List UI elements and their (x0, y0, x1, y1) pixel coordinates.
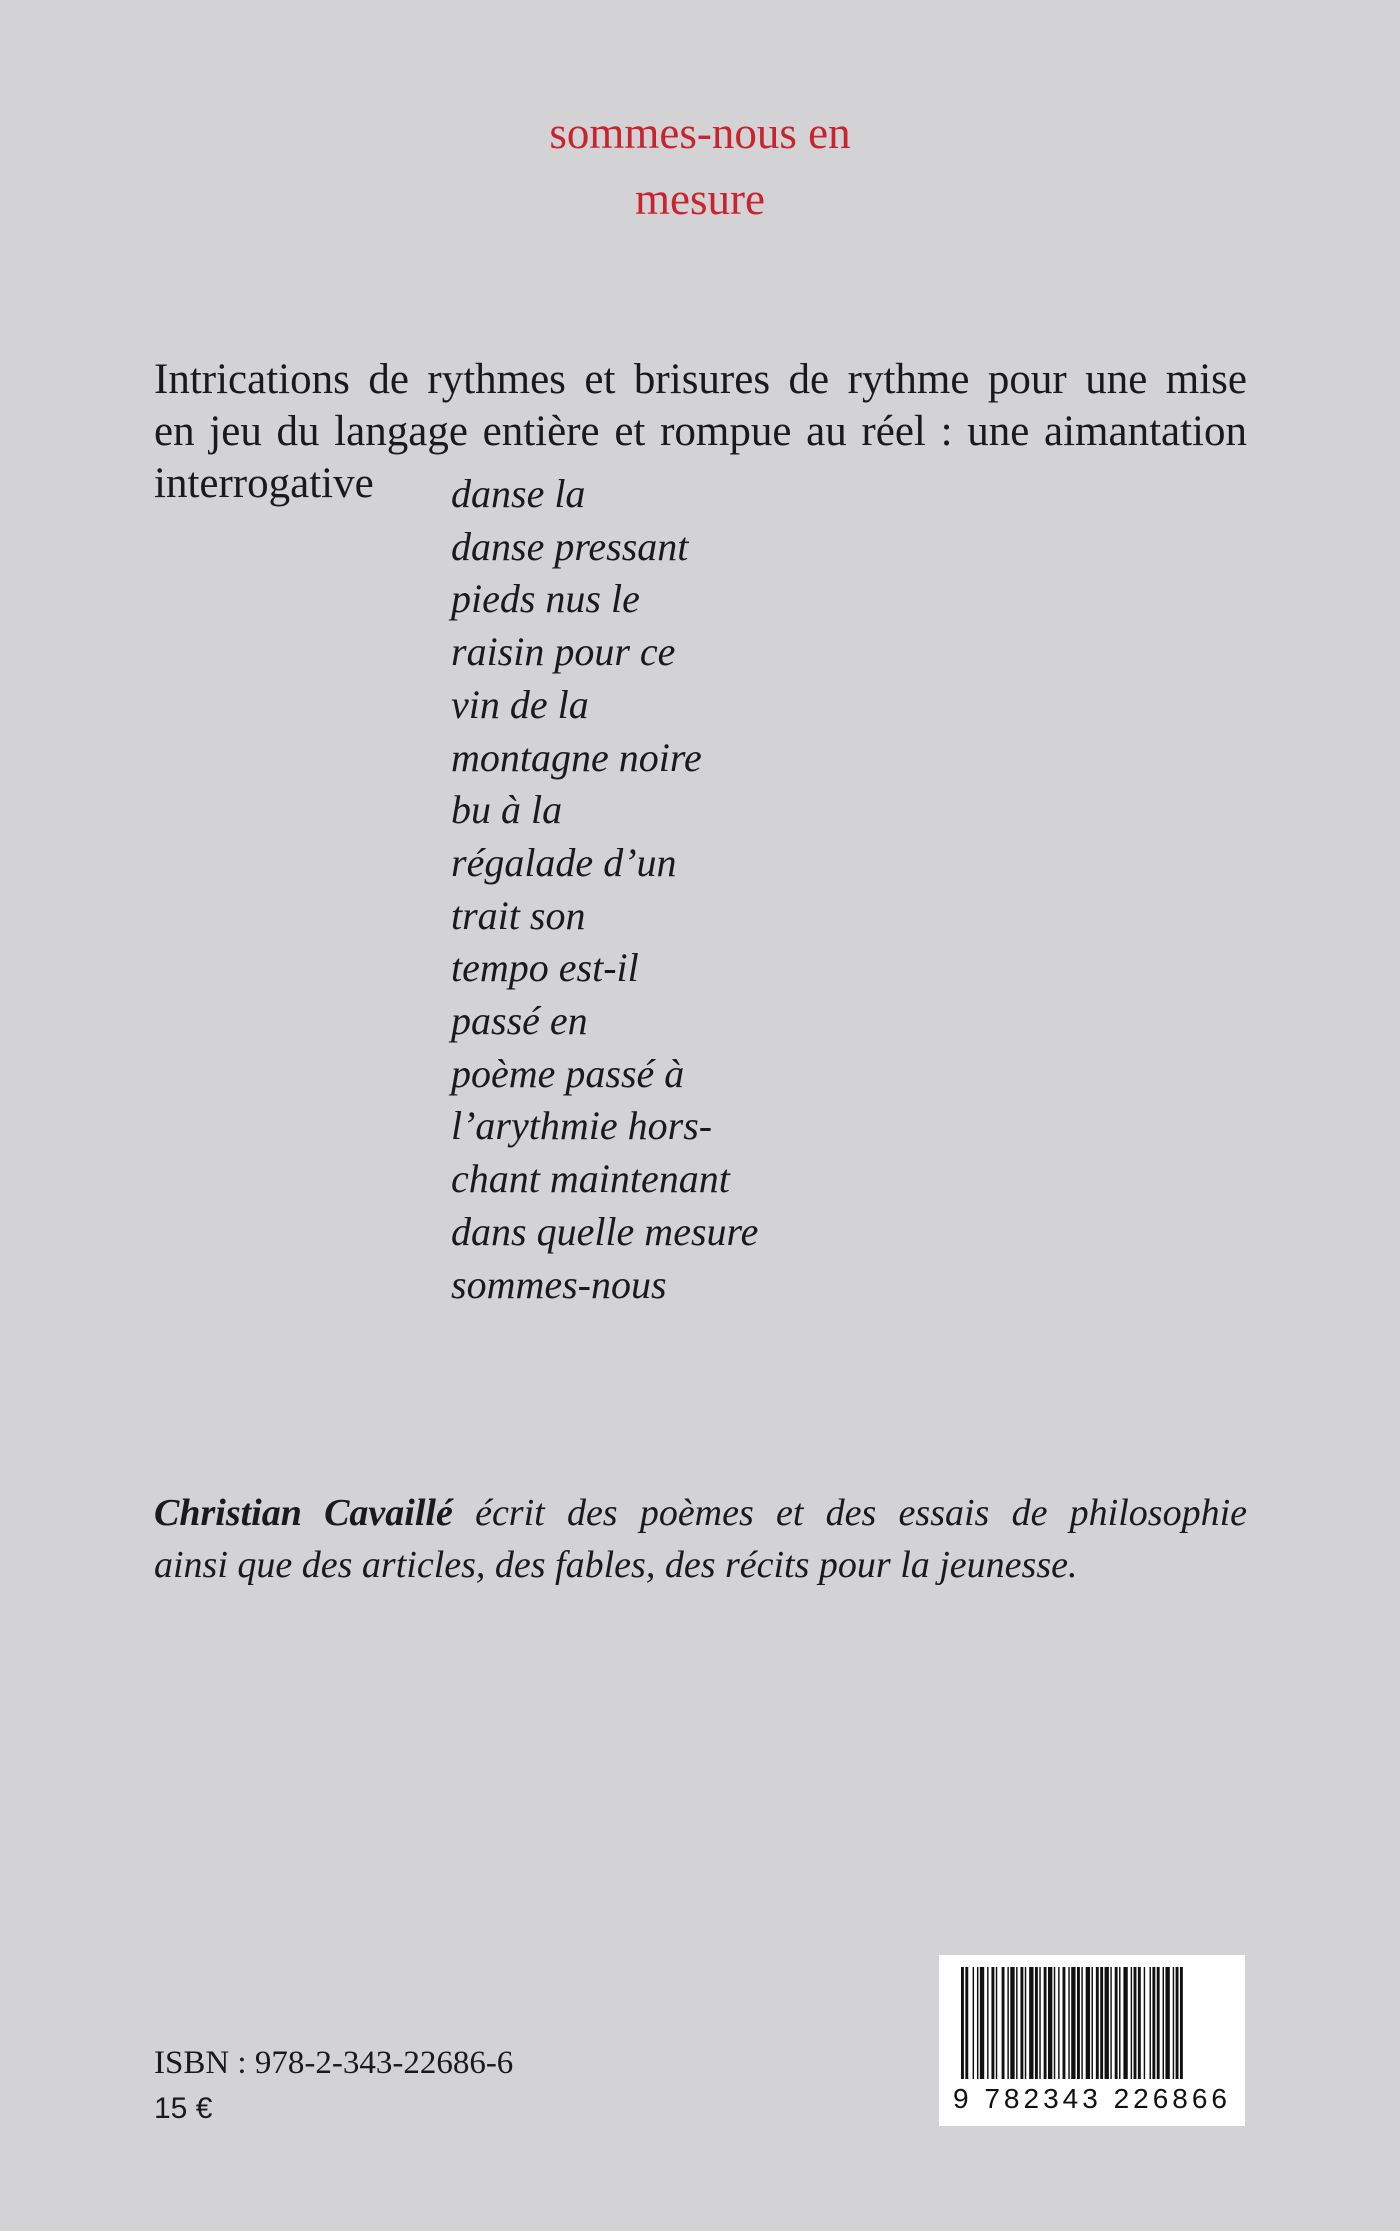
barcode-bar (1152, 1967, 1155, 2079)
barcode-bar (1025, 1967, 1026, 2079)
barcode-bar (980, 1967, 984, 2079)
intro-line-2: en jeu du langage entière et rompue au réel : une aimantation (154, 408, 1247, 455)
barcode-bar (1077, 1967, 1080, 2079)
barcode-bar (1002, 1967, 1005, 2079)
barcode-bar (1010, 1967, 1014, 2079)
barcode (939, 1955, 1245, 2126)
poem-line: l’arythmie hors- (451, 1103, 713, 1149)
barcode-bar (1119, 1967, 1120, 2079)
barcode-bar (1068, 1967, 1069, 2079)
barcode-bar (991, 1967, 994, 2079)
title-line-1: sommes-nous en (549, 108, 851, 158)
barcode-bar (1086, 1967, 1090, 2079)
price-text: 15 € (154, 2092, 213, 2125)
barcode-bar (1007, 1967, 1008, 2079)
poem-line: pieds nus le (451, 576, 640, 622)
poem-line: chant maintenant (451, 1156, 730, 1202)
barcode-bar (987, 1967, 988, 2079)
barcode-bar (1058, 1967, 1059, 2079)
barcode-bar (1100, 1967, 1103, 2079)
barcode-bar (1092, 1967, 1093, 2079)
barcode-bar (1123, 1967, 1127, 2079)
barcode-bar (1180, 1967, 1183, 2079)
barcode-bar (1150, 1967, 1151, 2079)
barcode-bar (1081, 1967, 1082, 2079)
barcode-bar (1144, 1967, 1145, 2079)
barcode-bar (977, 1967, 978, 2079)
barcode-bar (1020, 1967, 1023, 2079)
barcode-bar (973, 1967, 974, 2079)
poem-line: régalade d’un (451, 839, 677, 885)
barcode-bar (1176, 1967, 1179, 2079)
poem-line: danse la (451, 471, 586, 516)
barcode-bar (1115, 1967, 1118, 2079)
intro-line-1: Intrications de rythmes et brisures de rythme pour une mise (154, 356, 1247, 403)
barcode-bar (1131, 1967, 1132, 2079)
barcode-bar (1110, 1967, 1111, 2079)
barcode-bar (1134, 1967, 1137, 2079)
author-name: Christian Cavaillé (154, 1492, 453, 1534)
barcode-bar (1105, 1967, 1109, 2079)
author-bio-text-1: écrit des poèmes et des essais de philosophie (452, 1492, 1247, 1534)
barcode-bar (965, 1967, 968, 2079)
poem-line: raisin pour ce (451, 629, 676, 675)
poem-line: tempo est-il (451, 945, 639, 991)
barcode-bar (1173, 1967, 1174, 2079)
barcode-bar (1035, 1967, 1038, 2079)
poem-line: trait son (451, 892, 586, 938)
barcode-bar (1163, 1967, 1164, 2079)
author-bio (154, 1487, 1247, 1591)
barcode-bar (1063, 1967, 1066, 2079)
book-title (0, 100, 1400, 232)
barcode-bar (1165, 1967, 1169, 2079)
barcode-bar (1071, 1967, 1075, 2079)
isbn-text: ISBN : 978-2-343-22686-6 (154, 2045, 514, 2081)
poem-excerpt (451, 468, 758, 1311)
barcode-bar (1157, 1967, 1160, 2079)
poem-line: danse pressant (451, 523, 689, 569)
barcode-bar (1016, 1967, 1017, 2079)
poem-line: montagne noire (451, 734, 702, 780)
intro-line-3: interrogative (154, 460, 374, 507)
author-bio-line-2: ainsi que des articles, des fables, des récits pour la jeunesse. (154, 1544, 1078, 1586)
barcode-bar (1138, 1967, 1141, 2079)
poem-line: sommes-nous (451, 1261, 667, 1307)
barcode-bar (1044, 1967, 1047, 2079)
barcode-digits: 9 782343 226866 (953, 2083, 1231, 2114)
poem-line: passé en (451, 998, 588, 1044)
title-line-2: mesure (635, 174, 765, 224)
poem-line: poème passé à (451, 1050, 685, 1096)
barcode-bar (1096, 1967, 1099, 2079)
author-bio-line-1 (154, 1487, 1247, 1539)
barcode-bar (1048, 1967, 1052, 2079)
poem-line: vin de la (451, 681, 589, 727)
barcode-bar (1054, 1967, 1055, 2079)
barcode-bar (1029, 1967, 1033, 2079)
barcode-bar (996, 1967, 997, 2079)
barcode-bar (1039, 1967, 1040, 2079)
poem-line: bu à la (451, 787, 563, 833)
poem-line: dans quelle mesure (451, 1208, 759, 1254)
barcode-bar (961, 1967, 964, 2079)
